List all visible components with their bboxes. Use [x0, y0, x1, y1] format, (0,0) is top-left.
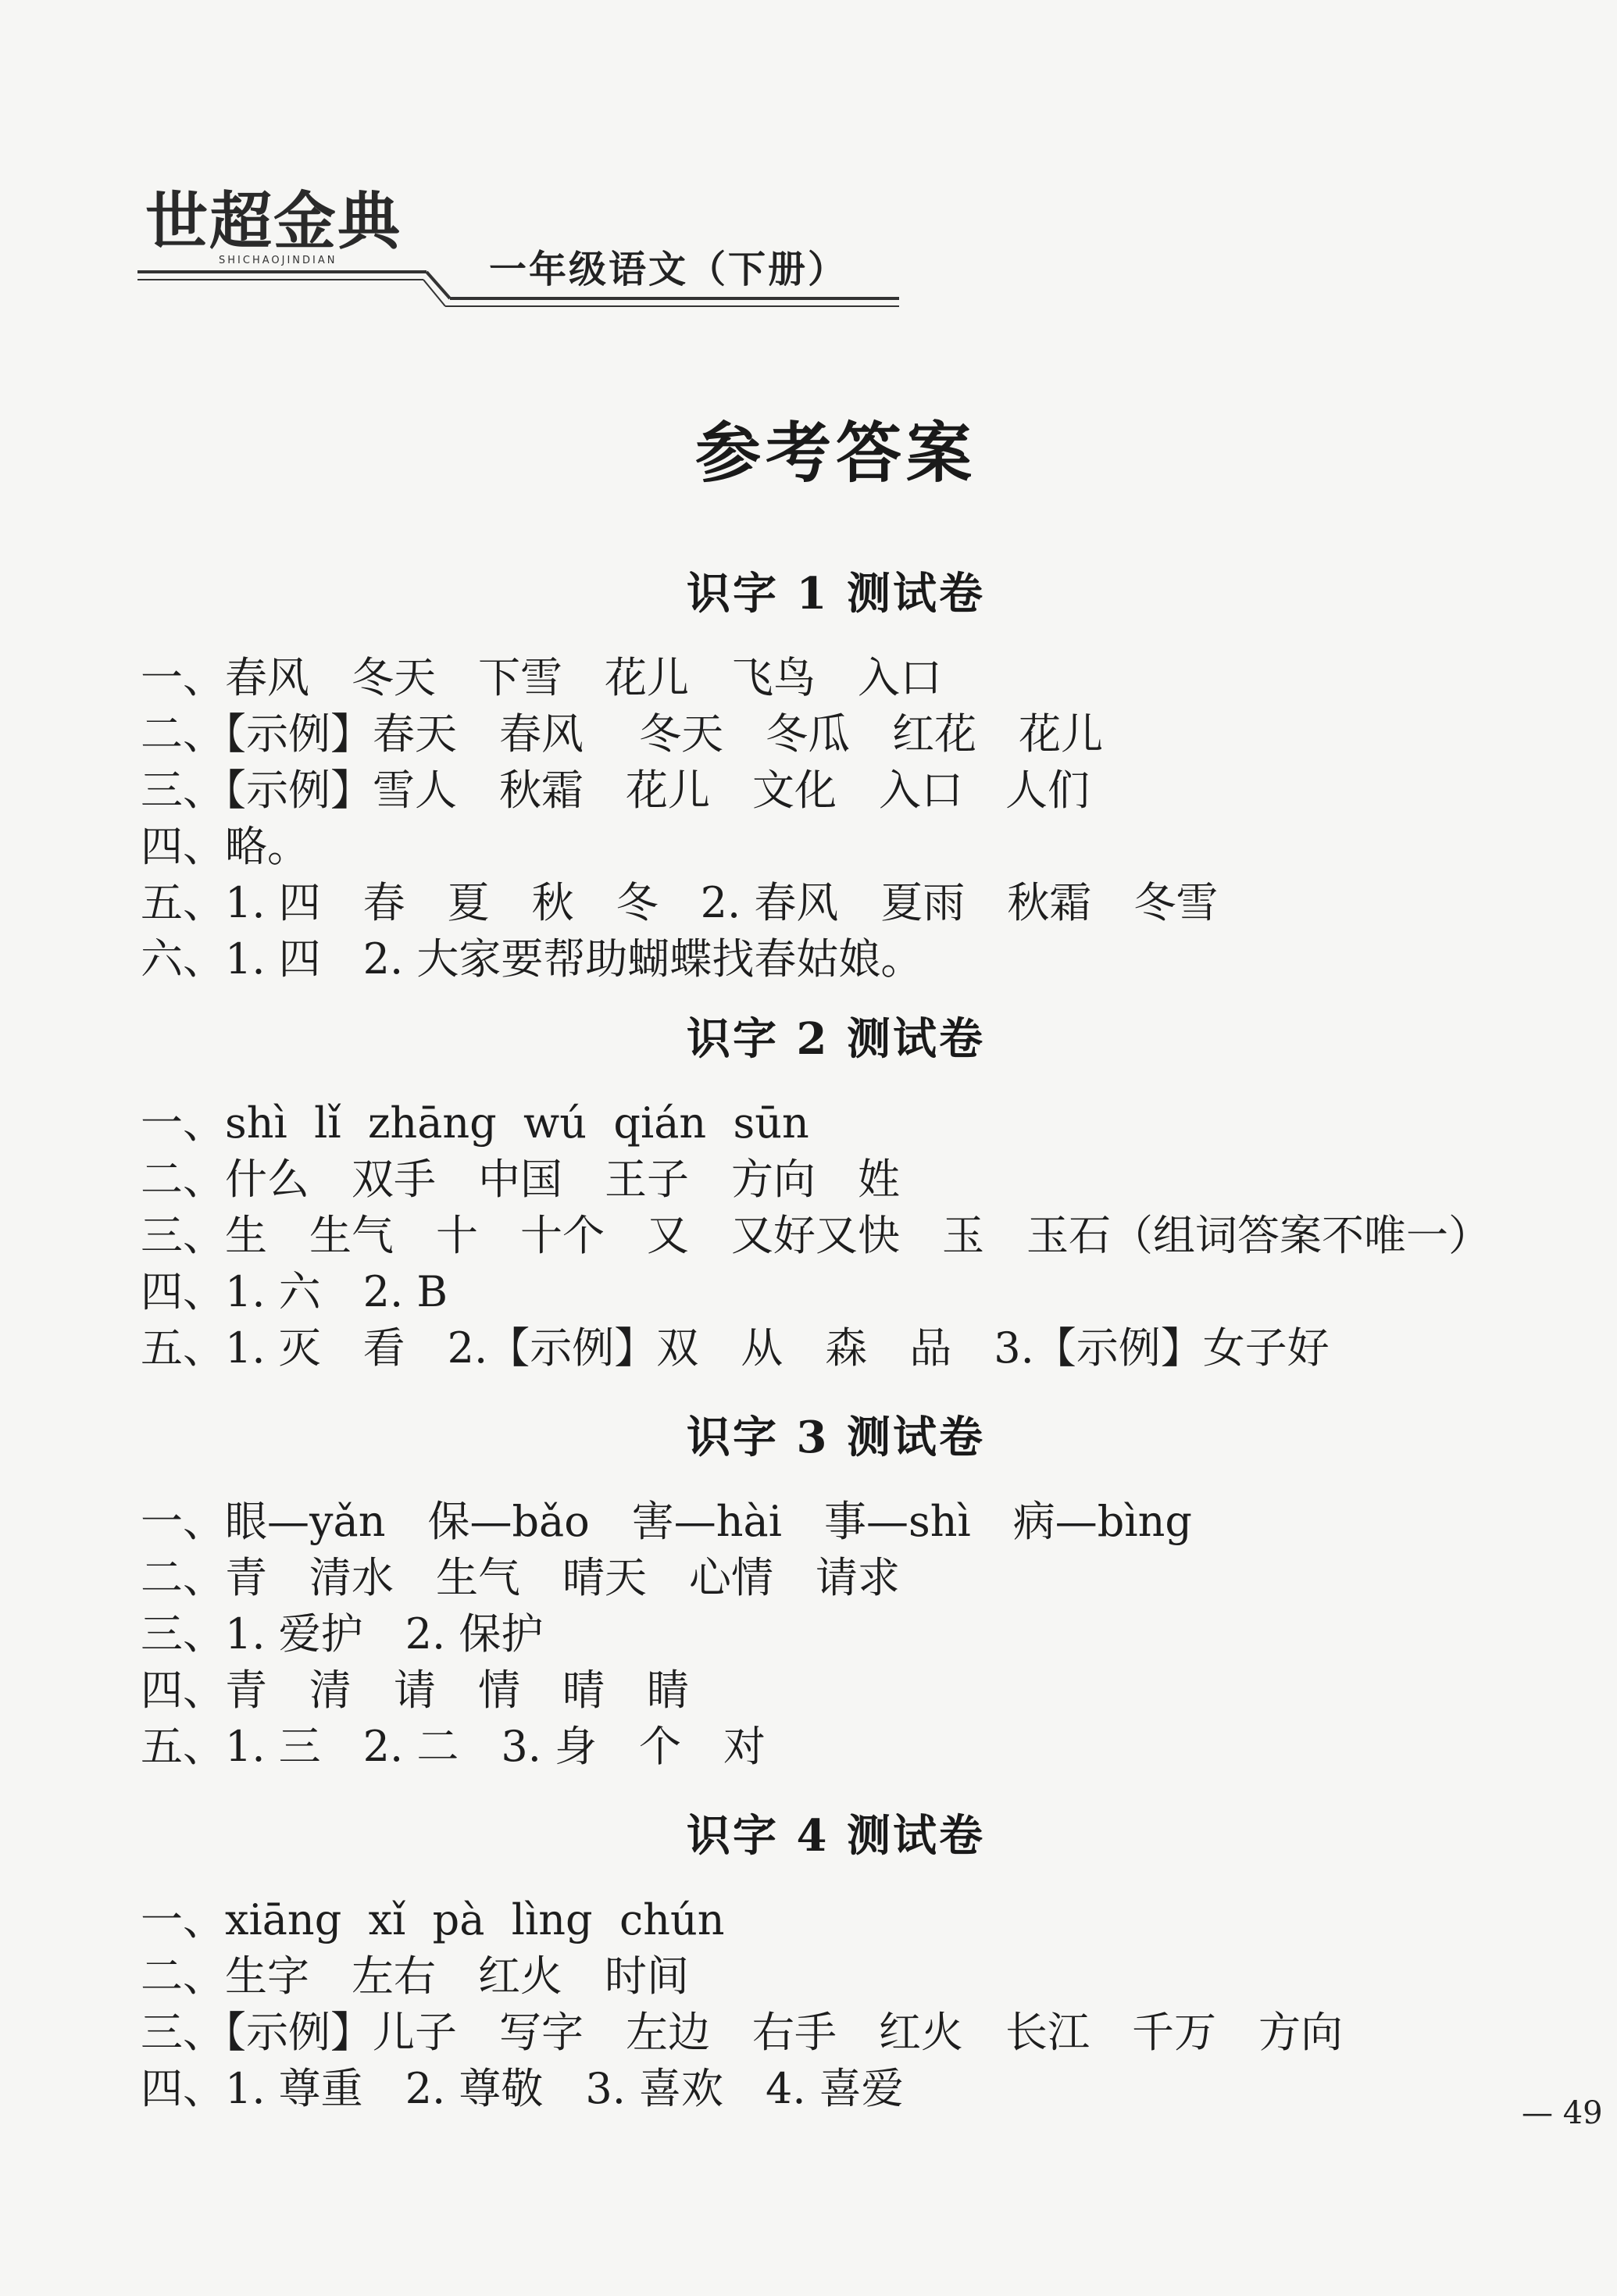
brand-name: 世超金典: [145, 185, 402, 258]
answer-list: [141, 1494, 1617, 1775]
section-3: [0, 1406, 1617, 1775]
answer-line: 一、xiāng xǐ pà lìng chún: [141, 1895, 725, 1944]
section-title: 识字 1 测试卷: [687, 568, 985, 620]
answer-line: 三、【示例】儿子 写字 左边 右手 红火 长江 千万 方向: [141, 2008, 1343, 2057]
answer-line: 二、青 清水 生气 晴天 心情 请求: [141, 1553, 900, 1602]
section-title: 识字 3 测试卷: [687, 1412, 985, 1463]
answer-list: [141, 1095, 1617, 1377]
answer-line: 三、【示例】雪人 秋霜 花儿 文化 入口 人们: [141, 766, 1090, 815]
answer-line: 二、【示例】春天 春风 冬天 冬瓜 红花 花儿: [141, 709, 1104, 759]
answer-line: 四、1. 尊重 2. 尊敬 3. 喜欢 4. 喜爱: [141, 2064, 904, 2113]
answer-line: 一、shì lǐ zhāng wú qián sūn: [141, 1098, 809, 1148]
answer-line: 四、青 清 请 情 晴 睛: [141, 1666, 689, 1715]
answer-line: 一、春风 冬天 下雪 花儿 飞鸟 入口: [141, 653, 942, 702]
section-2: [0, 1008, 1617, 1377]
answer-line: 二、什么 双手 中国 王子 方向 姓: [141, 1155, 900, 1204]
page-title: 参考答案: [694, 414, 976, 491]
answer-line: 六、1. 四 2. 大家要帮助蝴蝶找春姑娘。: [141, 934, 923, 984]
page-number: — 49: [1522, 2095, 1603, 2131]
section-1: [0, 562, 1617, 987]
answer-list: [141, 650, 1617, 987]
answer-line: 五、1. 三 2. 二 3. 身 个 对: [141, 1722, 766, 1771]
brand-pinyin: SHICHAOJINDIAN: [219, 255, 337, 266]
book-title: 一年级语文（下册）: [489, 248, 848, 291]
answer-line: 五、1. 灭 看 2.【示例】双 从 森 品 3.【示例】女子好: [141, 1323, 1330, 1373]
answer-list: [141, 1892, 1617, 2117]
answer-line: 三、1. 爱护 2. 保护: [141, 1609, 544, 1659]
answer-line: 五、1. 四 春 夏 秋 冬 2. 春风 夏雨 秋霜 冬雪: [141, 878, 1219, 927]
answer-line: 二、生字 左右 红火 时间: [141, 1951, 689, 2001]
brand-logo: [145, 185, 402, 266]
section-4: [0, 1805, 1617, 2117]
section-title: 识字 2 测试卷: [687, 1013, 985, 1065]
answer-line: 一、眼—yǎn 保—bǎo 害—hài 事—shì 病—bìng: [141, 1497, 1192, 1546]
section-title: 识字 4 测试卷: [687, 1810, 985, 1862]
answer-line: 四、1. 六 2. B: [141, 1267, 448, 1316]
answer-line: 四、略。: [141, 822, 309, 871]
answer-line: 三、生 生气 十 十个 又 又好又快 玉 玉石（组词答案不唯一）: [141, 1211, 1490, 1260]
